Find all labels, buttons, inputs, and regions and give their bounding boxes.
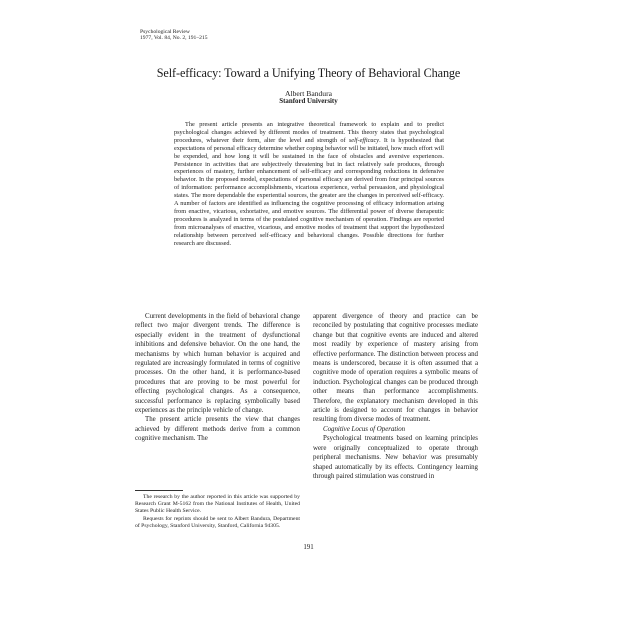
abstract-text-start: The present article presents an integrative theoretical framework to explain and to predict psychological changes achieved by different modes of treatment. This theory states that psychological procedures, whatever their form, alter the level and strength of <box>174 121 444 144</box>
body-paragraph: Current developments in the field of behavioral change reflect two major divergent trends. The difference is especially evident in the treatment of dysfunctional inhibitions and defensive behavior. On the one hand, the mechanisms by which human behavior is acquired and regulated are increasingly formulated in terms of cognitive processes. On the other hand, it is performance-based procedures that are proving to be most powerful for effecting psychological changes. As a consequence, successful performance is replacing symbolically based experiences as the principle vehicle of change. <box>135 313 300 415</box>
footnotes <box>135 494 300 530</box>
body-paragraph: Psychological treatments based on learning principles were originally conceptualized to operate through peripheral mechanisms. New behavior was presumably shaped automatically by its effects. Contingency learning through paired stimulation was construed in <box>313 435 478 480</box>
journal-header <box>140 29 208 42</box>
page-number: 191 <box>303 544 314 551</box>
section-heading: Cognitive Locus of Operation <box>323 425 406 433</box>
body-paragraph: apparent divergence of theory and practice can be reconciled by postulating that cognitive processes mediate change but that cognitive events are induced and altered most readily by experience of mastery arising from effective performance. The distinction between process and means is underscored, because it is often assumed that a cognitive mode of operation requires a symbolic means of induction. Psychological changes can be produced through other means than performance accomplishments. Therefore, the explanatory mechanism developed in this article is designed to account for changes in behavior resulting from diverse modes of treatment. <box>313 313 478 424</box>
journal-citation: 1977, Vol. 84, No. 2, 191–215 <box>140 35 208 42</box>
abstract <box>174 121 444 248</box>
author-affiliation: Stanford University <box>279 98 338 105</box>
abstract-italic-term: self-efficacy <box>348 136 380 144</box>
journal-name: Psychological Review <box>140 29 190 35</box>
footnote: Requests for reprints should be sent to Albert Bandura, Department of Psychology, Stanford University, Stanford, California 94305. <box>135 515 300 529</box>
author-name: Albert Bandura <box>284 89 333 98</box>
body-paragraph: The present article presents the view that changes achieved by different methods derive from a common cognitive mechanism. The <box>135 416 300 443</box>
footnote: The research by the author reported in this article was supported by Research Grant M-5162 from the National Institutes of Health, United States Public Health Service. <box>135 494 300 515</box>
abstract-text-end: . It is hypothesized that expectations of personal efficacy determine whether coping behavior will be initiated, how much effort will be expended, and how long it will be sustained in the face of obstacles and aversive experiences. Persistence in activities that are subjectively threatening but in fact relatively safe produces, through experiences of mastery, further enhancement of self-efficacy and corresponding reductions in defensive behavior. In the proposed model, expectations of personal efficacy are derived from four principal sources of information: performance accomplishments, vicarious experience, verbal persuasion, and physiological states. The more dependable the experiential sources, the greater are the changes in perceived self-efficacy. A number of factors are identified as influencing the cognitive processing of efficacy information arising from enactive, vicarious, exhortative, and emotive sources. The differential power of diverse therapeutic procedures is analyzed in terms of the postulated cognitive mechanism of operation. Findings are reported from microanalyses of enactive, vicarious, and emotive modes of treatment that support the hypothesized relationship between perceived self-efficacy and behavioral changes. Possible directions for further research are discussed. <box>174 136 444 247</box>
article-title: Self-efficacy: Toward a Unifying Theory of Behavioral Change <box>156 66 461 80</box>
right-column <box>313 312 478 481</box>
footnote-divider <box>135 490 183 491</box>
left-column <box>135 312 300 444</box>
